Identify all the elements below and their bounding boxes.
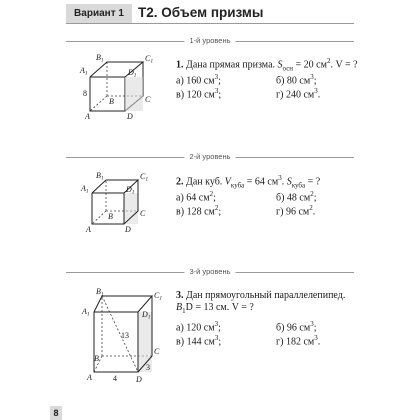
vertex-d1: D1 <box>126 185 135 196</box>
vertex-b1: B1 <box>96 171 104 182</box>
vertex-c: C <box>140 209 146 218</box>
figure-box-3 <box>80 288 164 388</box>
vertex-d: D <box>125 225 131 234</box>
page-number: 8 <box>50 406 62 420</box>
problem-2-text: 2. Дан куб. $V_{куба} = 64$ $см^3$. $S_{куба}$ = ? <box>176 174 321 190</box>
figure-prism-1 <box>82 52 152 124</box>
page-title: Т2. Объем призмы <box>138 5 264 20</box>
vertex-b1: B1 <box>96 53 104 64</box>
problem-2-option-b: б) 48 $см^2$; <box>276 190 317 204</box>
vertex-d: D <box>127 112 133 121</box>
vertex-a: A <box>87 373 92 382</box>
vertex-d1: D1 <box>128 68 137 79</box>
vertex-c: C <box>154 347 160 356</box>
cube-2-drawing <box>81 171 154 234</box>
problem-2-option-g: г) 96 $см^2$. <box>276 204 316 218</box>
vertex-b: B <box>109 97 114 106</box>
problem-3-text: 3. Дан прямоугольный параллелепипед. <box>176 290 346 301</box>
problem-3-option-v: в) 144 $см^3$; <box>176 334 222 348</box>
vertex-a1: A1 <box>81 184 89 195</box>
problem-3-number: 3. <box>176 290 184 301</box>
vertex-c1: C1 <box>145 54 154 65</box>
problem-2-option-a: а) 64 $см^2$; <box>176 190 216 204</box>
problem-1-option-v: в) 120 $см^3$; <box>176 87 222 101</box>
problem-2-number: 2. <box>176 176 184 188</box>
side-label-3: 3 <box>146 363 150 372</box>
problem-1-option-g: г) 240 $см^3$. <box>276 87 321 101</box>
vertex-c1: C1 <box>154 291 163 302</box>
title-divider <box>66 23 354 24</box>
vertex-c: C <box>145 95 151 104</box>
vertex-b1: B1 <box>96 287 104 298</box>
box-3-drawing <box>80 288 164 388</box>
vertex-c1: C1 <box>140 172 149 183</box>
problem-1-text: 1. Дана прямая призма. $S_{осн} = 20$ $см^2$. V = ? <box>176 57 358 73</box>
level-label-3: 3-й уровень <box>184 267 235 276</box>
diagonal-label-13: 13 <box>121 331 129 340</box>
problem-3-line2: $B_1D = 13$ см. V = ? <box>176 302 254 315</box>
problem-3-option-g: г) 182 $см^3$. <box>276 334 321 348</box>
vertex-d: D <box>136 375 142 384</box>
level-label-2: 2-й уровень <box>184 152 235 161</box>
base-label-4: 4 <box>113 374 117 383</box>
edge-label-8: 8 <box>83 89 87 98</box>
vertex-b: B <box>94 354 99 363</box>
variant-label: Вариант 1 <box>66 4 132 23</box>
vertex-d1: D1 <box>142 310 151 321</box>
problem-3-option-a: а) 120 $см^3$; <box>176 320 221 334</box>
level-divider-2 <box>66 153 354 163</box>
prism-1-drawing <box>82 52 152 124</box>
vertex-a: A <box>85 112 90 121</box>
problem-2-option-v: в) 128 $см^2$; <box>176 204 222 218</box>
figure-cube-2 <box>81 171 154 234</box>
vertex-a1: A1 <box>80 66 88 77</box>
level-divider-3 <box>66 268 354 278</box>
vertex-b: B <box>108 212 113 221</box>
problem-1-option-a: а) 160 $см^3$; <box>176 73 221 87</box>
vertex-a: A <box>86 225 91 234</box>
page-header <box>0 0 420 24</box>
vertex-a1: A1 <box>82 307 90 318</box>
problem-3-option-b: б) 96 $см^3$; <box>276 320 317 334</box>
level-label-1: 1-й уровень <box>184 36 235 45</box>
problem-1-option-b: б) 80 $см^3$; <box>276 73 317 87</box>
problem-1-number: 1. <box>176 59 184 71</box>
level-divider-1 <box>66 37 354 47</box>
